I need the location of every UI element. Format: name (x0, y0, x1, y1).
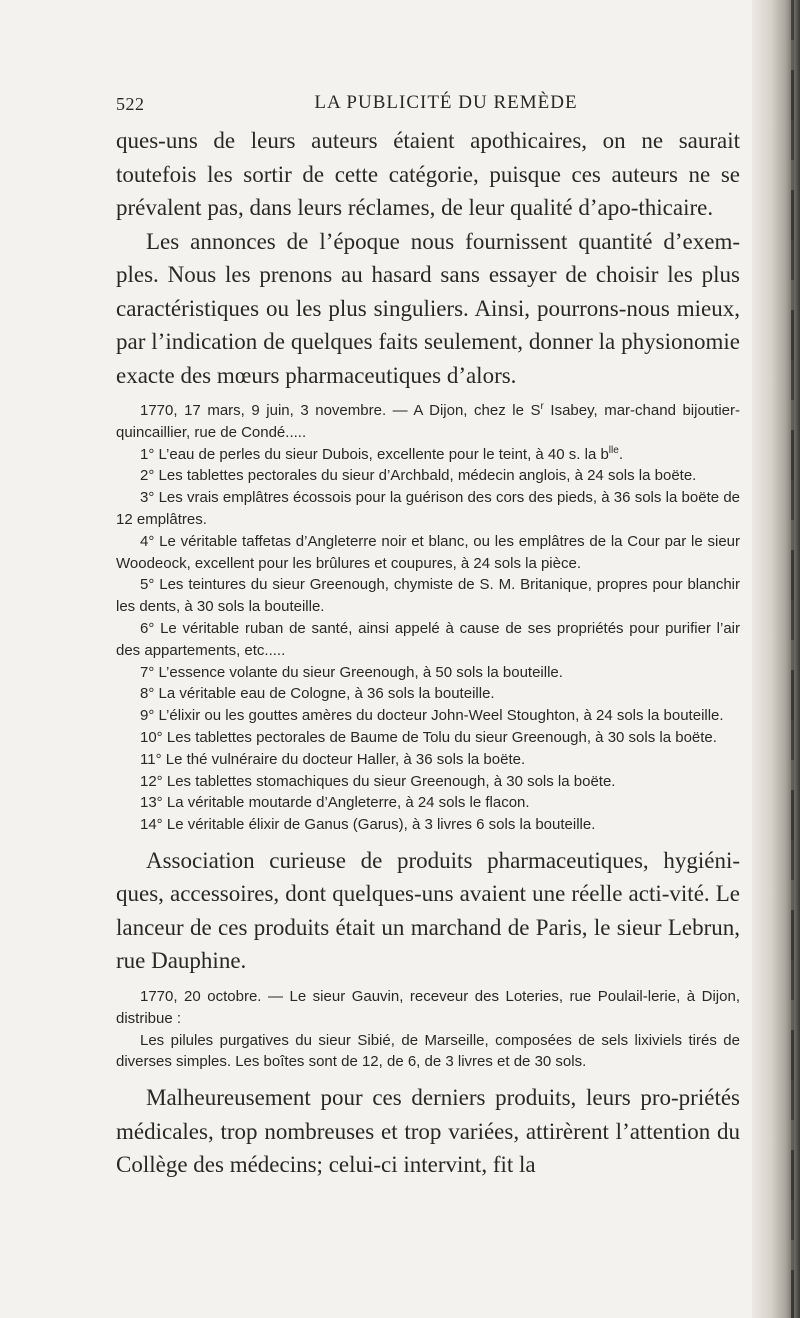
announcement-2-detail: Les pilules purgatives du sieur Sibié, de Marseille, composées de sels lixiviels tirés de diverses simples. Les boîtes sont de 12, de 6, de 3 livres et de 30 sols. (116, 1031, 740, 1071)
announcement-item: 1° L’eau de perles du sieur Dubois, excellente pour le teint, à 40 s. la $b^{lle}$. (140, 444, 623, 463)
paragraph-3: Association curieuse de produits pharmaceutiques, hygiéni-ques, accessoires, dont quelques-uns avaient une réelle acti-vité. Le lanceur de ces produits était un marchand de Paris, le sieur Lebrun, rue Dauphine. (116, 847, 740, 974)
announcement-item: 6° Le véritable ruban de santé, ainsi appelé à cause de ses propriétés pour purifier l’air des appartements, etc..... (116, 619, 740, 659)
announcement-1-intro: 1770, 17 mars, 9 juin, 3 novembre. — A Dijon, chez le $S^r$ Isabey, mar-chand bijoutier-quincaillier, rue de Condé..... (116, 401, 740, 441)
announcement-list-1 (116, 400, 740, 836)
announcement-2-intro: 1770, 20 octobre. — Le sieur Gauvin, receveur des Loteries, rue Poulail-lerie, à Dijon, distribue : (116, 987, 740, 1027)
announcement-item: 7° L’essence volante du sieur Greenough, à 50 sols la bouteille. (140, 663, 563, 681)
page-number: 522 (116, 94, 145, 114)
running-title: LA PUBLICITÉ DU REMÈDE (314, 92, 578, 113)
announcement-list-2 (116, 986, 740, 1073)
announcement-item: 9° L’élixir ou les gouttes amères du docteur John-Weel Stoughton, à 24 sols la bouteille. (140, 707, 724, 725)
paragraph-1: ques-uns de leurs auteurs étaient apothicaires, on ne saurait toutefois les sortir de cette catégorie, puisque ces auteurs ne se prévalent pas, dans leurs réclames, de leur qualité d’apo-thicaire. (116, 128, 740, 220)
announcement-item: 4° Le véritable taffetas d’Angleterre noir et blanc, ou les emplâtres de la Cour par le sieur Woodeock, excellent pour les brûlures et coupures, à 24 sols la pièce. (116, 532, 740, 572)
page-binding-edge (752, 0, 800, 1318)
announcement-item: 3° Les vrais emplâtres écossois pour la guérison des cors des pieds, à 36 sols la boëte de 12 emplâtres. (116, 489, 740, 528)
announcement-item: 12° Les tablettes stomachiques du sieur Greenough, à 30 sols la boëte. (140, 772, 616, 790)
paragraph-4: Malheureusement pour ces derniers produits, leurs pro-priétés médicales, trop nombreuses et trop variées, attirèrent l’attention du Collège des médecins; celui-ci intervint, fit la (116, 1085, 740, 1178)
body-text (116, 124, 740, 1182)
announcement-item: 2° Les tablettes pectorales du sieur d’Archbald, médecin anglois, à 24 sols la boëte. (140, 467, 697, 485)
announcement-item: 10° Les tablettes pectorales de Baume de Tolu du sieur Greenough, à 30 sols la boëte. (140, 728, 717, 746)
announcement-item: 11° Le thé vulnéraire du docteur Haller, à 36 sols la boëte. (140, 750, 526, 768)
announcement-item: 13° La véritable moutarde d’Angleterre, à 24 sols le flacon. (140, 794, 530, 812)
running-header (116, 92, 736, 116)
announcement-item: 8° La véritable eau de Cologne, à 36 sols la bouteille. (140, 685, 495, 703)
announcement-item: 5° Les teintures du sieur Greenough, chymiste de S. M. Britanique, propres pour blanchir les dents, à 30 sols la bouteille. (116, 576, 740, 616)
announcement-item: 14° Le véritable élixir de Ganus (Garus), à 3 livres 6 sols la bouteille. (140, 816, 596, 834)
paragraph-2: Les annonces de l’époque nous fournissent quantité d’exem-ples. Nous les prenons au hasard sans essayer de choisir les plus caractéristiques ou les plus singuliers. Ainsi, pourrons-nous mieux, par l’indication de quelques faits seulement, donner la physionomie exacte des mœurs pharmaceutiques d’alors. (116, 228, 740, 388)
